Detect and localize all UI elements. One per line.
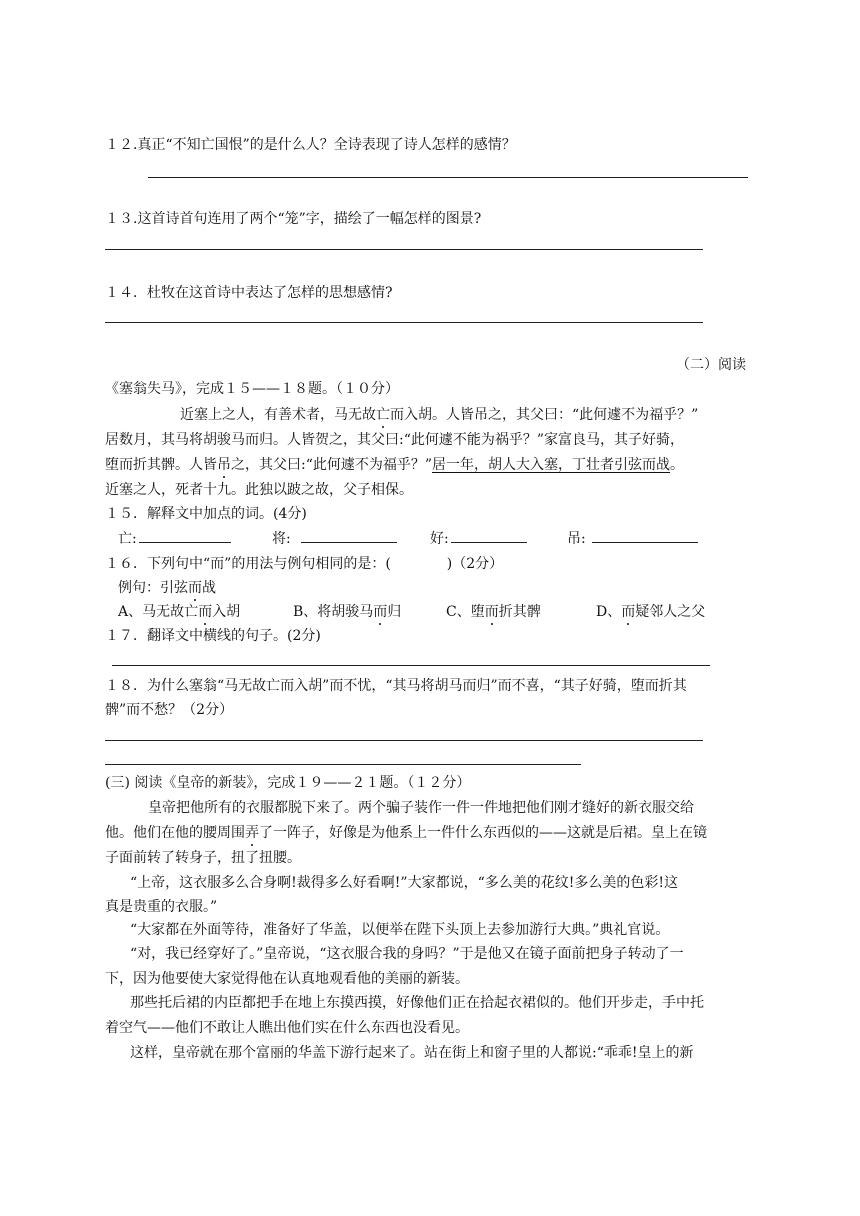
passage-line-2: 居数月，其马将胡骏马而归。人皆贺之，其父曰:“此何遽不能为祸乎？”家富良马，其子好骑， — [105, 432, 685, 448]
q15-term-2: 将: — [272, 530, 397, 548]
passage-line-1: 近塞上之人，有善术者，马无故亡而入胡。人皆吊之，其父曰：“此何遽不为福乎？” — [180, 407, 699, 423]
q15-term-3: 好: — [430, 530, 527, 548]
question-16: １６．下列句中“而”的用法与例句相同的是：( )（2分） — [105, 556, 504, 572]
question-17: １７．翻译文中横线的句子。(2分) — [105, 628, 321, 644]
q16-example: 例句：引弦而战 — [118, 580, 216, 596]
answer-line-17[interactable] — [112, 665, 710, 666]
q16-option-d[interactable]: D、而疑邻人之父 — [596, 604, 706, 620]
story-line-11: 这样，皇帝就在那个富丽的华盖下游行起来了。站在街上和窗子里的人都说:“乖乖!皇上的新 — [130, 1045, 694, 1061]
question-15: １５．解释文中加点的词。(4分) — [105, 506, 307, 522]
question-18-line-1: １８．为什么塞翁“马无故亡而入胡”而不忧，“其马将胡马而归”而不喜，“其子好骑，堕而折其 — [105, 678, 687, 694]
answer-line-18a[interactable] — [105, 740, 703, 741]
story-line-4: “上帝，这衣服多么合身啊!裁得多么好看啊!”大家都说，“多么美的花纹!多么美的色彩!这 — [130, 875, 678, 891]
section-3-heading: (三) 阅读《皇帝的新装》，完成１９——２１题。（１２分） — [105, 775, 471, 791]
story-line-6: “大家都在外面等待，准备好了华盖，以便举在陛下头顶上去参加游行大典。”典礼官说。 — [130, 922, 670, 938]
answer-line-14[interactable] — [105, 322, 703, 323]
question-18-line-2: 髀”而不愁？（2分） — [105, 702, 234, 718]
answer-line-12[interactable] — [148, 177, 748, 178]
section-2-heading-cont: 《塞翁失马》，完成１５——１８题。（１０分） — [105, 381, 399, 397]
dotted-word: 弄 — [245, 825, 259, 841]
story-line-7: “对，我已经穿好了。”皇帝说，“这衣服合我的身吗？”于是他又在镜子面前把身子转动了一 — [130, 946, 684, 962]
answer-line-13[interactable] — [105, 249, 703, 250]
answer-line-18b[interactable] — [105, 764, 581, 765]
q15-blank-3[interactable] — [451, 530, 527, 543]
q16-option-a[interactable]: A、马无故亡而入胡 — [118, 604, 241, 620]
question-12: １２.真正“不知亡国恨”的是什么人？全诗表现了诗人怎样的感情？ — [105, 137, 516, 153]
q15-blank-4[interactable] — [592, 530, 698, 543]
dotted-word: 亡 — [376, 407, 390, 423]
story-line-3: 子面前转了转身子，扭了扭腰。 — [105, 850, 301, 866]
dotted-word: 吊 — [217, 457, 231, 473]
story-line-1: 皇帝把他所有的衣服都脱下来了。两个骗子装作一件一件地把他们刚才缝好的新衣服交给 — [148, 800, 694, 816]
passage-line-4: 近塞之人，死者十九。此独以跛之故，父子相保。 — [105, 482, 413, 498]
q15-term-1: 亡: — [118, 530, 231, 548]
question-13: １３.这首诗首句连用了两个“笼”字，描绘了一幅怎样的图景? — [105, 211, 482, 227]
story-line-10: 着空气——他们不敢让人瞧出他们实在什么东西也没看见。 — [105, 1020, 469, 1036]
q15-blank-1[interactable] — [139, 530, 231, 543]
q15-blank-2[interactable] — [301, 530, 397, 543]
underlined-sentence: 居一年，胡人大入塞，丁壮者引弦而战 — [432, 457, 671, 473]
q15-term-4: 吊: — [567, 530, 698, 548]
q16-option-c[interactable]: C、堕而折其髀 — [446, 604, 541, 620]
story-line-2: 他。他们在他的腰周围弄了一阵子，好像是为他系上一件什么东西似的——这就是后裙。皇上在镜 — [105, 825, 707, 841]
story-line-9: 那些托后裙的内臣都把手在地上东摸西摸，好像他们正在拾起衣裙似的。他们开步走，手中托 — [130, 995, 704, 1011]
section-2-heading: （二）阅读 — [676, 357, 746, 373]
question-14: １４．杜牧在这首诗中表达了怎样的思想感情? — [105, 285, 393, 301]
story-line-8: 下，因为他要使大家觉得他在认真地观看他的美丽的新装。 — [105, 971, 469, 987]
passage-line-3: 堕而折其髀。人皆吊之，其父曰:“此何遽不为福乎？”居一年，胡人大入塞，丁壮者引弦而战。 — [105, 457, 685, 473]
q16-option-b[interactable]: B、将胡骏马而归 — [293, 604, 402, 620]
story-line-5: 真是贵重的衣服。” — [105, 899, 218, 915]
